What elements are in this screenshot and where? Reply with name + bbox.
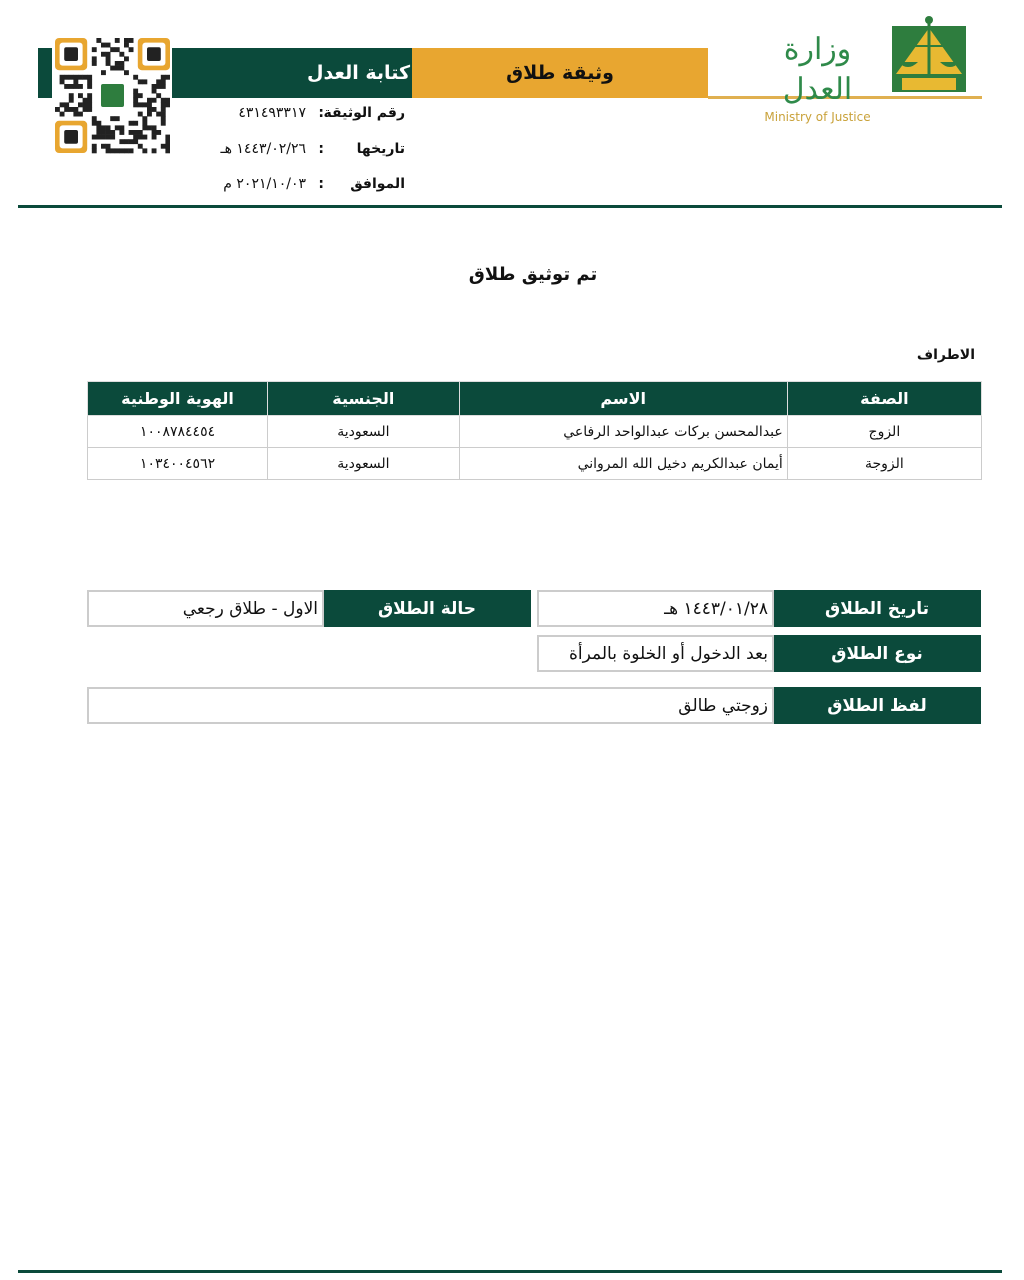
page-title: تم توثيق طلاق bbox=[468, 264, 598, 285]
cell-national-id: ١٠٠٨٧٨٤٤٥٤ bbox=[88, 416, 268, 448]
document-meta bbox=[0, 105, 1024, 205]
meta-colon: : bbox=[318, 105, 324, 121]
header-divider bbox=[18, 205, 1002, 208]
meta-label: رقم الوثيقة bbox=[323, 105, 405, 121]
divorce-wording-value: زوجتي طالق bbox=[87, 687, 774, 724]
cell-name: عبدالمحسن بركات عبدالواحد الرفاعي bbox=[459, 416, 787, 448]
header-left-stripe bbox=[38, 48, 52, 98]
meta-colon: : bbox=[318, 141, 324, 157]
parties-table bbox=[87, 381, 982, 480]
parties-heading: الاطراف bbox=[916, 347, 975, 363]
ministry-of-justice-logo bbox=[750, 30, 885, 124]
column-header: الاسم bbox=[459, 382, 787, 416]
divorce-status-value: الاول - طلاق رجعي bbox=[87, 590, 324, 627]
cell-name: أيمان عبدالكريم دخيل الله المرواني bbox=[459, 448, 787, 480]
divorce-date-value: ١٤٤٣/٠١/٢٨ هـ bbox=[537, 590, 774, 627]
column-header: الجنسية bbox=[268, 382, 460, 416]
cell-nationality: السعودية bbox=[268, 416, 460, 448]
meta-colon: : bbox=[318, 176, 324, 192]
office-name: كتابة العدل bbox=[306, 62, 410, 84]
meta-value: ٢٠٢١/١٠/٠٣ م bbox=[223, 176, 306, 192]
meta-value: ١٤٤٣/٠٢/٢٦ هـ bbox=[220, 141, 306, 157]
office-bar bbox=[172, 48, 412, 98]
divorce-date-label: تاريخ الطلاق bbox=[773, 590, 981, 627]
meta-label: تاريخها bbox=[356, 141, 405, 157]
column-header: الهوية الوطنية bbox=[88, 382, 268, 416]
cell-nationality: السعودية bbox=[268, 448, 460, 480]
ministry-name-en: Ministry of Justice bbox=[764, 110, 871, 124]
ministry-name-ar: وزارة العدل bbox=[782, 32, 853, 107]
table-header-row bbox=[88, 382, 982, 416]
column-header: الصفة bbox=[787, 382, 981, 416]
doc-type: وثيقة طلاق bbox=[506, 62, 614, 84]
meta-label: الموافق bbox=[350, 176, 405, 192]
scales-emblem-icon bbox=[890, 14, 968, 94]
footer-divider bbox=[18, 1270, 1002, 1273]
doc-type-bar bbox=[412, 48, 708, 98]
cell-national-id: ١٠٣٤٠٠٤٥٦٢ bbox=[88, 448, 268, 480]
cell-role: الزوج bbox=[787, 416, 981, 448]
divorce-status-label: حالة الطلاق bbox=[323, 590, 531, 627]
meta-value: ٤٣١٤٩٣٣١٧ bbox=[238, 105, 306, 121]
table-row bbox=[88, 416, 982, 448]
divorce-wording-label: لفظ الطلاق bbox=[773, 687, 981, 724]
divorce-type-value: بعد الدخول أو الخلوة بالمرأة bbox=[537, 635, 774, 672]
table-row bbox=[88, 448, 982, 480]
cell-role: الزوجة bbox=[787, 448, 981, 480]
divorce-type-label: نوع الطلاق bbox=[773, 635, 981, 672]
